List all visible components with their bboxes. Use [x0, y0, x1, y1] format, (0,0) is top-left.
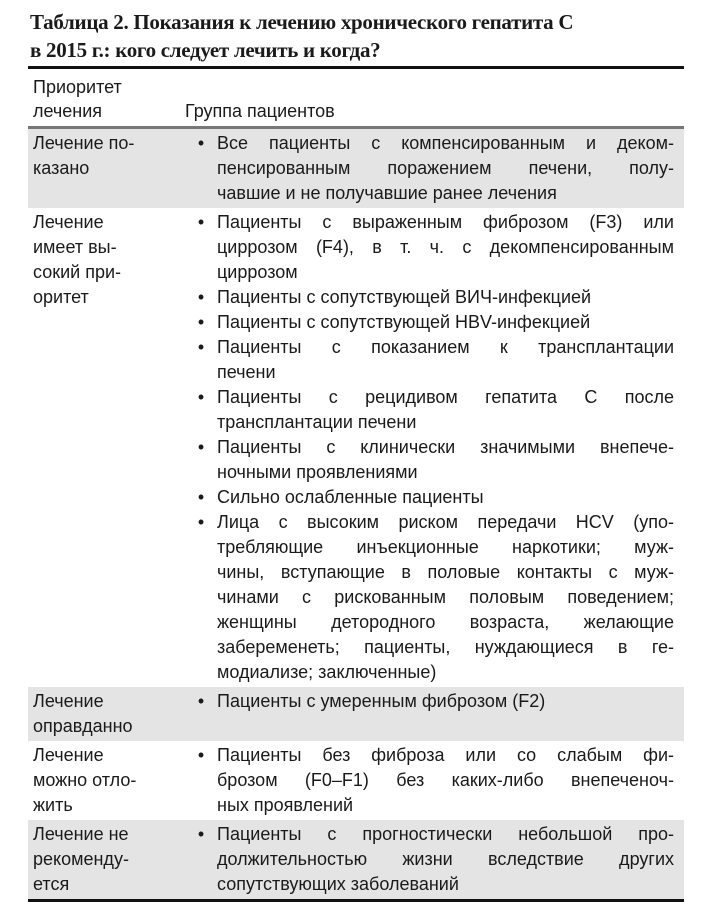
table-row: [28, 129, 684, 208]
title-line: Таблица 2. Показания к лечению хронического гепатита С: [30, 10, 574, 34]
item-text: [217, 485, 674, 510]
list-item: [183, 210, 684, 285]
bullet-icon: •: [197, 487, 205, 507]
priority-line: жить: [33, 795, 73, 815]
table-row: [28, 687, 684, 741]
priority-line: Лечение: [33, 212, 104, 232]
item-text-line: Сильно ослабленные пациенты: [217, 487, 484, 507]
table-title: [30, 8, 690, 64]
list-item: [183, 435, 684, 485]
priority-cell: [28, 689, 183, 739]
item-text-line: женщины детородного возраста, желающие: [217, 612, 674, 632]
list-item: [183, 822, 684, 897]
table-body: [28, 129, 684, 899]
item-text: [217, 131, 674, 206]
item-text-line: печени: [217, 362, 276, 382]
item-text-line: пенсированным поражением печени, полу-: [217, 158, 674, 178]
list-item: [183, 689, 684, 714]
bullet-icon: •: [197, 512, 205, 532]
header-priority: [28, 75, 185, 123]
list-item: [183, 310, 684, 335]
bullet-icon: •: [197, 212, 205, 232]
item-text-line: Пациенты с сопутствующей ВИЧ-инфекцией: [217, 287, 592, 307]
priority-line: Лечение: [33, 691, 104, 711]
item-text-line: должительностью жизни вследствие других: [217, 849, 674, 869]
list-item: [183, 285, 684, 310]
priority-line: казано: [33, 158, 90, 178]
item-text: [217, 385, 674, 435]
item-text: [217, 689, 674, 714]
patient-group-cell: [183, 822, 684, 897]
item-text-line: чины, вступающие в половые контакты с муж-: [217, 562, 674, 582]
priority-line: рекоменду-: [33, 849, 129, 869]
header-group: Группа пациентов: [185, 101, 335, 121]
patient-group-cell: [183, 743, 684, 818]
patient-group-cell: [183, 689, 684, 739]
item-text-line: ночными проявлениями: [217, 462, 418, 482]
priority-line: Лечение не: [33, 824, 129, 844]
priority-line: оправданно: [33, 716, 133, 736]
priority-cell: [28, 822, 183, 897]
priority-line: ется: [33, 874, 70, 894]
item-text-line: Пациенты с клинически значимыми внепече-: [217, 437, 674, 457]
bullet-icon: •: [197, 287, 205, 307]
list-item: [183, 485, 684, 510]
bullet-icon: •: [197, 824, 205, 844]
item-text: [217, 510, 674, 685]
bottom-rule: [28, 899, 684, 902]
item-text-line: Пациенты с сопутствующей HBV-инфекцией: [217, 312, 591, 332]
priority-line: имеет вы-: [33, 237, 117, 257]
item-text-line: циррозом: [217, 262, 298, 282]
bullet-icon: •: [197, 312, 205, 332]
item-text-line: Пациенты с умеренным фиброзом (F2): [217, 691, 546, 711]
priority-line: можно отло-: [33, 770, 137, 790]
item-text: [217, 310, 674, 335]
list-item: [183, 510, 684, 685]
patient-group-cell: [183, 131, 684, 206]
item-text-line: трансплантации печени: [217, 412, 417, 432]
item-text-line: брозом (F0–F1) без каких-либо внепеченоч-: [217, 770, 674, 790]
list-item: [183, 743, 684, 818]
title-line: в 2015 г.: кого следует лечить и когда?: [30, 38, 381, 62]
item-text-line: Пациенты без фиброза или со слабым фи-: [217, 745, 674, 765]
priority-line: Лечение по-: [33, 133, 135, 153]
item-text-line: Все пациенты с компенсированным и деком-: [217, 133, 674, 153]
priority-cell: [28, 131, 183, 206]
table-header: [28, 69, 684, 126]
item-text: [217, 822, 674, 897]
list-item: [183, 385, 684, 435]
item-text-line: чинами с рискованным половым поведением;: [217, 587, 674, 607]
priority-cell: [28, 210, 183, 685]
priority-line: сокий при-: [33, 262, 122, 282]
list-item: [183, 335, 684, 385]
priority-line: Лечение: [33, 745, 104, 765]
item-text-line: сопутствующих заболеваний: [217, 874, 459, 894]
header-line: Приоритет: [33, 77, 122, 97]
list-item: [183, 131, 684, 206]
bullet-icon: •: [197, 387, 205, 407]
bullet-icon: •: [197, 691, 205, 711]
item-text-line: Пациенты с показанием к трансплантации: [217, 337, 674, 357]
item-text-line: Пациенты с прогностически небольшой про-: [217, 824, 674, 844]
header-line: лечения: [33, 101, 103, 121]
item-text-line: Лица с высоким риском передачи HCV (упо-: [217, 512, 674, 532]
table-row: [28, 820, 684, 899]
item-text: [217, 285, 674, 310]
priority-cell: [28, 743, 183, 818]
item-text-line: Пациенты с выраженным фиброзом (F3) или: [217, 212, 674, 232]
item-text-line: требляющие инъекционные наркотики; муж-: [217, 537, 674, 557]
bullet-icon: •: [197, 437, 205, 457]
bullet-icon: •: [197, 745, 205, 765]
bullet-icon: •: [197, 133, 205, 153]
item-text-line: модиализе; заключенные): [217, 662, 437, 682]
item-text: [217, 335, 674, 385]
item-text: [217, 435, 674, 485]
bullet-icon: •: [197, 337, 205, 357]
table-row: [28, 208, 684, 687]
item-text: [217, 210, 674, 285]
item-text-line: забеременеть; пациенты, нуждающиеся в ге-: [217, 637, 674, 657]
table-row: [28, 741, 684, 820]
item-text-line: циррозом (F4), в т. ч. с декомпенсированным: [217, 237, 674, 257]
item-text-line: чавшие и не получавшие ранее лечения: [217, 183, 557, 203]
indications-table: [28, 66, 684, 902]
item-text-line: ных проявлений: [217, 795, 354, 815]
priority-line: оритет: [33, 287, 89, 307]
item-text-line: Пациенты с рецидивом гепатита С после: [217, 387, 674, 407]
patient-group-cell: [183, 210, 684, 685]
item-text: [217, 743, 674, 818]
